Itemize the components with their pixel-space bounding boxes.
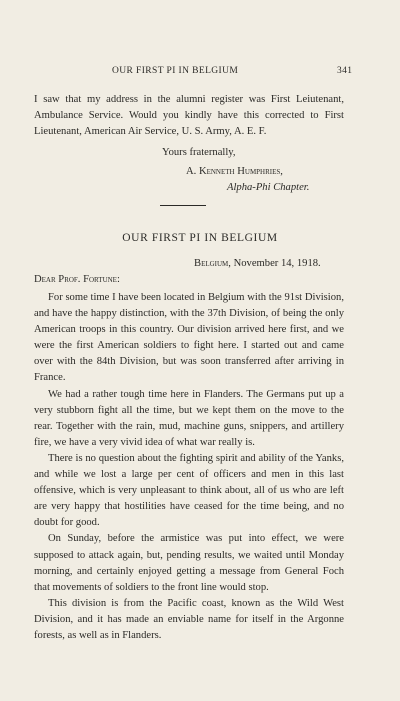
- signature-name: A. Kenneth Humphries,: [186, 166, 283, 177]
- letter-closing: Yours fraternally,: [162, 147, 236, 158]
- running-head-title: OUR FIRST PI IN BELGIUM: [112, 66, 239, 76]
- letter-one: [34, 92, 344, 140]
- letter-one-paragraph: I saw that my address in the alumni register was First Leiutenant, Ambulance Service. Would you kindly have this corrected to First Lieutenant, American Air Service, U. S. Army, A. E. F.: [34, 94, 344, 138]
- body-paragraph: This division is from the Pacific coast, known as the Wild West Division, and it has made an enviable name for itself in the Argonne forests, as well as in Flanders.: [34, 597, 344, 641]
- page-number: 341: [337, 66, 353, 76]
- salutation: Dear Prof. Fortune:: [34, 274, 120, 285]
- body-paragraph: On Sunday, before the armistice was put into effect, we were supposed to attack again, but, pending results, we waited until Monday morning, and certainly enjoyed getting a message from General Foch that movements of soldiers to the front line would stop.: [34, 533, 344, 593]
- article-body: [34, 290, 344, 644]
- dateline-date: November 14, 1918.: [233, 258, 321, 269]
- dateline: [194, 258, 321, 269]
- article-title: OUR FIRST PI IN BELGIUM: [122, 232, 278, 244]
- signature-chapter: Alpha-Phi Chapter.: [227, 182, 310, 193]
- body-paragraph: We had a rather tough time here in Flanders. The Germans put up a very stubborn fight all the time, but we kept them on the move to the rear. Together with the rain, mud, machine guns, snippers, and artillery fire, we have a very vivid idea of what war really is.: [34, 388, 344, 448]
- section-divider: [160, 205, 206, 206]
- body-paragraph: There is no question about the fighting spirit and ability of the Yanks, and while we lost a large per cent of officers and men in this last offensive, which is very unpleasant to think about, all of us who are left are very happy that hostilities have ceased for the time being, and no doubt for good.: [34, 452, 344, 529]
- body-paragraph: For some time I have been located in Belgium with the 91st Division, and have the happy distinction, with the 37th Division, of being the only American troops in this country. Our division arrived here first, and we were the first American soldiers to fight here. I started out and came over with the 84th Division, but was soon transferred after arriving in France.: [34, 292, 344, 384]
- dateline-place: Belgium,: [194, 258, 231, 269]
